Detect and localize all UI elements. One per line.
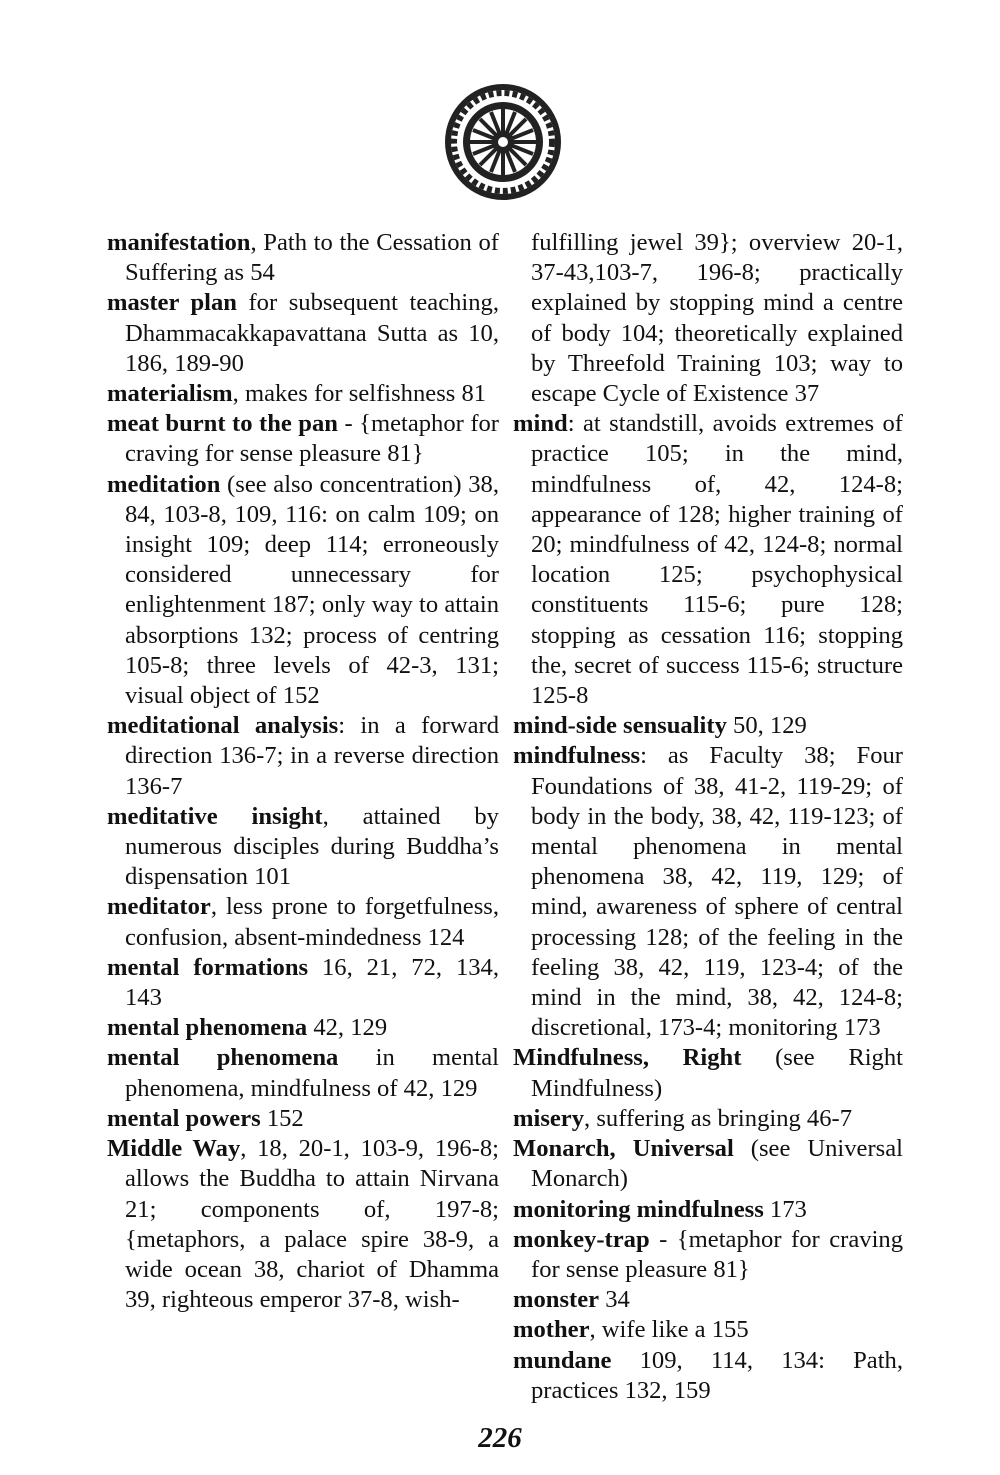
- index-entry: Middle Way, 18, 20-1, 103-9, 196-8; allows the Buddha to attain Nirvana 21; components of, 197-8; {metaphors, a palace spire 38-9, a wide ocean 38, chariot of Dhamma 39, righteous emperor 37-8, wish-: [107, 1135, 500, 1314]
- index-entry: mundane 109, 114, 134: Path, practices 132, 159: [513, 1346, 903, 1404]
- index-entry: mental powers 152: [107, 1104, 304, 1132]
- index-entry-continuation: fulfilling jewel 39}; overview 20-1, 37-43,103-7, 196-8; practically explained by stopping mind a centre of body 104; theoretically explained by Threefold Training 103; way to escape Cycle of Existence 37: [531, 229, 903, 408]
- index-entry: monitoring mindfulness 173: [513, 1195, 807, 1223]
- index-entry: mental phenomena in mental phenomena, mindfulness of 42, 129: [107, 1044, 499, 1102]
- index-entry: meat burnt to the pan - {metaphor for craving for sense pleasure 81}: [107, 410, 499, 468]
- index-entry: Mindfulness, Right (see Right Mindfulness): [513, 1044, 903, 1102]
- index-entry: meditation (see also concentration) 38, 84, 103-8, 109, 116: on calm 109; on insight 109; deep 114; erroneously considered unnecessary for enlightenment 187; only way to attain absorptions 132; process of centring 105-8; three levels of 42-3, 131; visual object of 152: [107, 470, 499, 710]
- index-entry: meditator, less prone to forgetfulness, confusion, absent-mindedness 124: [107, 893, 499, 951]
- index-column-right: [513, 228, 903, 1406]
- index-entry: mind-side sensuality 50, 129: [513, 712, 807, 740]
- index-entry: mind: at standstill, avoids extremes of practice 105; in the mind, mindfulness of, 42, 124-8; appearance of 128; higher training of 20; mindfulness of 42, 124-8; normal location 125; psychophysical constituents 115-6; pure 128; stopping as cessation 116; stopping the, secret of success 115-6; structure 125-8: [513, 410, 903, 710]
- index-entry: Monarch, Universal (see Universal Monarch): [513, 1135, 903, 1193]
- page-number: 226: [478, 1422, 522, 1454]
- index-entry: materialism, makes for selfishness 81: [107, 380, 487, 408]
- index-entry: mother, wife like a 155: [513, 1316, 749, 1344]
- dharma-wheel-icon: [443, 82, 563, 202]
- index-entry: mindfulness: as Faculty 38; Four Foundations of 38, 41-2, 119-29; of body in the body, 38, 42, 119-123; of mental phenomena in mental phenomena 38, 42, 119, 129; of mind, awareness of sphere of central processing 128; of the feeling in the feeling 38, 42, 119, 123-4; of the mind in the mind, 38, 42, 124-8; discretional, 173-4; monitoring 173: [513, 742, 903, 1042]
- index-entry: manifestation, Path to the Cessation of Suffering as 54: [107, 229, 499, 287]
- index-entry: meditative insight, attained by numerous disciples during Buddha’s dispensation 101: [107, 802, 499, 891]
- index-entry: misery, suffering as bringing 46-7: [513, 1104, 853, 1132]
- index-entry: monster 34: [513, 1286, 630, 1314]
- index-entry: mental formations 16, 21, 72, 134, 143: [107, 953, 499, 1012]
- index-entry: master plan for subsequent teaching, Dhammacakkapavattana Sutta as 10, 186, 189-90: [107, 289, 499, 377]
- index-entry: meditational analysis: in a forward direction 136-7; in a reverse direction 136-7: [107, 712, 499, 800]
- index-column-left: [107, 228, 499, 1315]
- index-entry: mental phenomena 42, 129: [107, 1014, 388, 1042]
- index-entry: monkey-trap - {metaphor for craving for sense pleasure 81}: [513, 1225, 903, 1283]
